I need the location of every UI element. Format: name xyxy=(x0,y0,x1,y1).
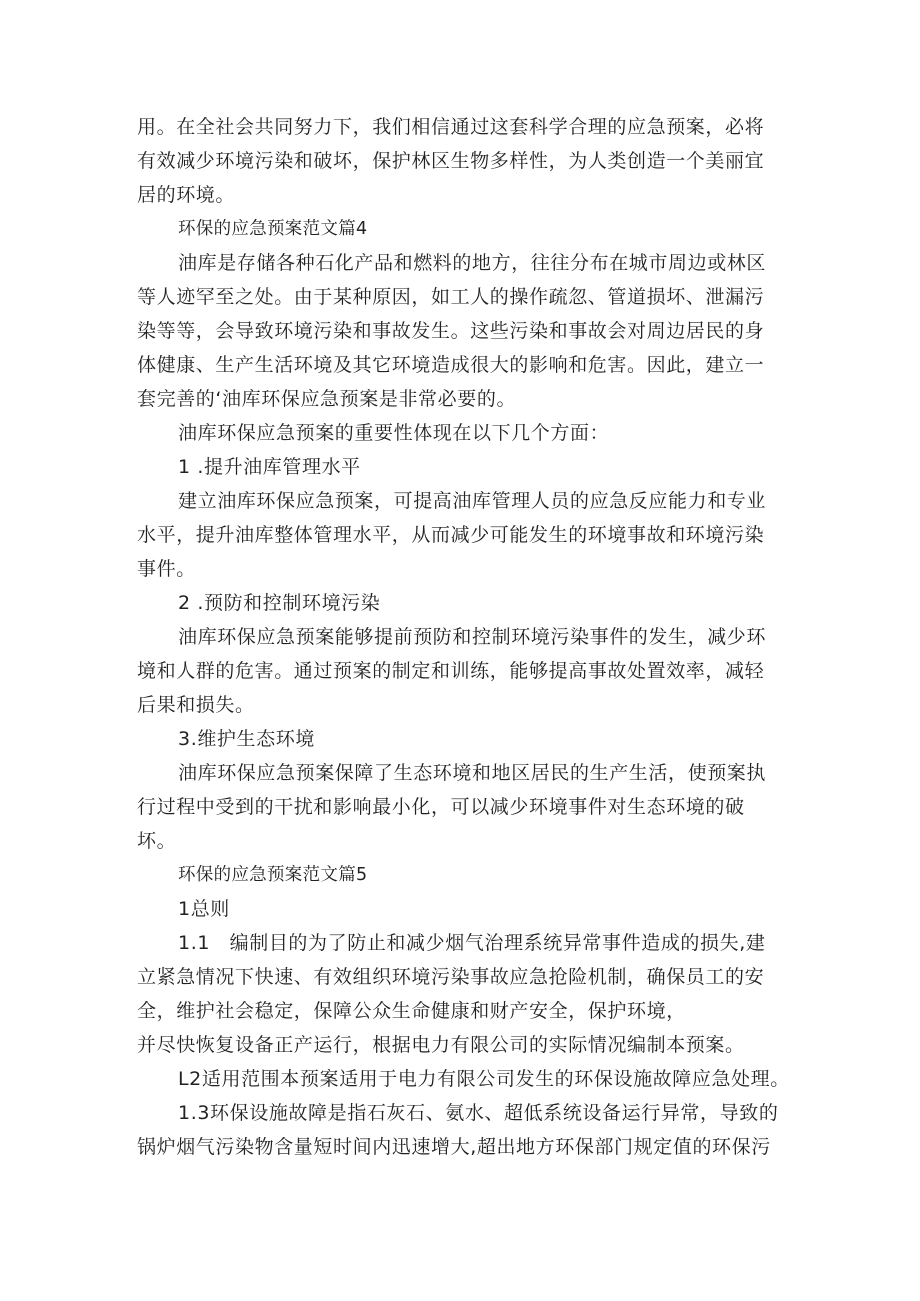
text-line: 有效减少环境污染和破坏，保护林区生物多样性，为人类创造一个美丽宜 xyxy=(137,150,765,172)
text-line: 等人迹罕至之处。由于某种原因，如工人的操作疏忽、管道损坏、泄漏污 xyxy=(137,286,765,308)
text-line: 油库环保应急预案能够提前预防和控制环境污染事件的发生，减少环 xyxy=(178,626,767,648)
text-line: 事件。 xyxy=(137,558,196,580)
text-line: 油库环保应急预案保障了生态环境和地区居民的生产生活，使预案执 xyxy=(178,762,767,784)
text-line: 后果和损失。 xyxy=(137,694,255,716)
text-line: 体健康、生产生活环境及其它环境造成很大的影响和危害。因此，建立一 xyxy=(137,354,765,376)
text-line: 水平，提升油库整体管理水平，从而减少可能发生的环境事故和环境污染 xyxy=(137,524,765,546)
text-line: 锅炉烟气污染物含量短时间内迅速增大,超出地方环保部门规定值的环保污 xyxy=(137,1136,771,1158)
text-line: 套完善的‘油库环保应急预案是非常必要的。 xyxy=(137,388,517,410)
text-line: L2适用范围本预案适用于电力有限公司发生的环保设施故障应急处理。 xyxy=(178,1068,790,1090)
text-line: 油库环保应急预案的重要性体现在以下几个方面： xyxy=(178,422,610,444)
text-line: 居的环境。 xyxy=(137,184,236,206)
text-line: 立紧急情况下快速、有效组织环境污染事故应急抢险机制，确保员工的安 xyxy=(137,966,765,988)
list-heading: 3.维护生态环境 xyxy=(178,728,315,750)
text-line: 坏。 xyxy=(137,830,177,852)
text-line: 油库是存储各种石化产品和燃料的地方，往往分布在城市周边或林区 xyxy=(178,252,767,274)
text-line: 染等等，会导致环境污染和事故发生。这些污染和事故会对周边居民的身 xyxy=(137,320,765,342)
text-line: 行过程中受到的干扰和影响最小化，可以减少环境事件对生态环境的破 xyxy=(137,796,745,818)
section-heading: 环保的应急预案范文篇5 xyxy=(178,865,368,885)
text-line: 用。在全社会共同努力下，我们相信通过这套科学合理的应急预案，必将 xyxy=(137,116,765,138)
text-line: 全，维护社会稳定，保障公众生命健康和财产安全，保护环境， xyxy=(137,1000,686,1022)
text-line: 境和人群的危害。通过预案的制定和训练，能够提高事故处置效率，减轻 xyxy=(137,660,765,682)
list-heading: 2 .预防和控制环境污染 xyxy=(178,592,381,614)
text-line: 1.3环保设施故障是指石灰石、氨水、超低系统设备运行异常，导致的 xyxy=(178,1102,779,1124)
section-heading: 环保的应急预案范文篇4 xyxy=(178,219,368,239)
text-line: 建立油库环保应急预案，可提高油库管理人员的应急反应能力和专业 xyxy=(178,490,767,512)
list-heading: 1 .提升油库管理水平 xyxy=(178,456,361,478)
text-line: 并尽快恢复设备正产运行，根据电力有限公司的实际情况编制本预案。 xyxy=(137,1034,745,1056)
text-line: 1.1 编制目的为了防止和减少烟气治理系统异常事件造成的损失,建 xyxy=(178,932,766,954)
list-heading: 1总则 xyxy=(178,898,230,920)
